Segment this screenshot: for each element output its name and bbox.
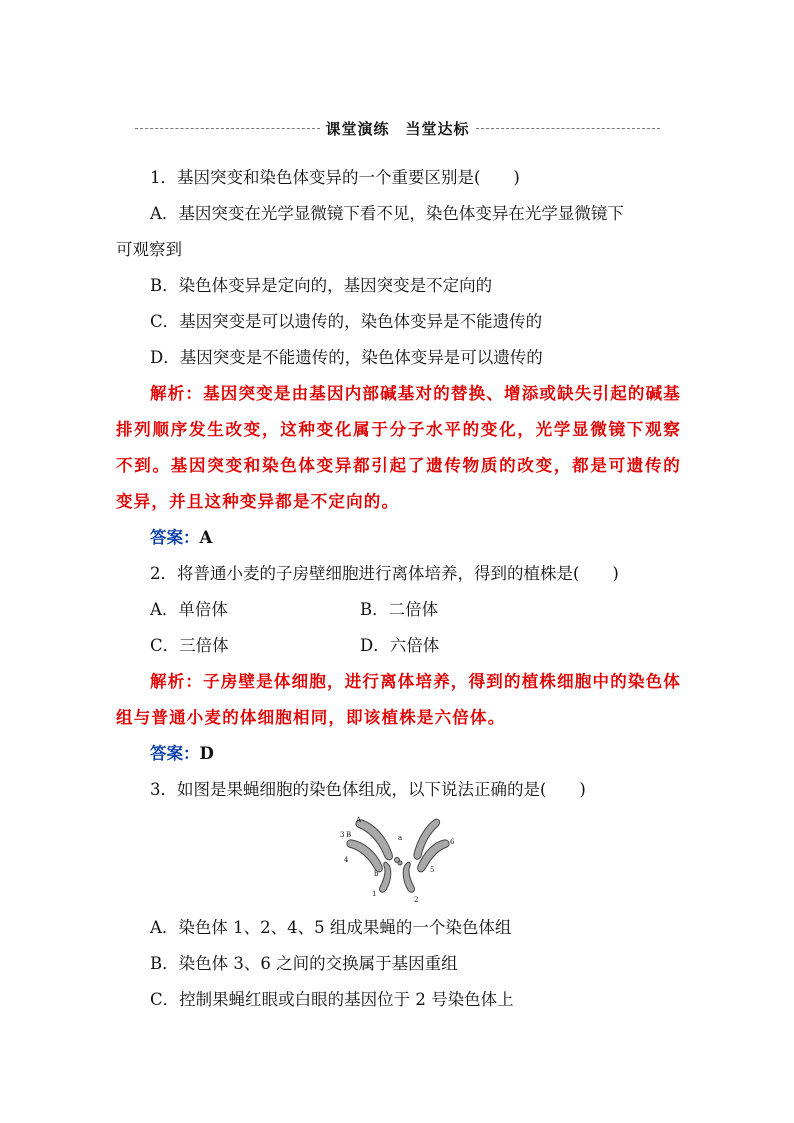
section-header [135, 116, 660, 140]
q1-analysis-text: 基因突变是由基因内部碱基对的替换、增添或缺失引起的碱基排列顺序发生改变，这种变化属于分子水平的变化，光学显微镜下观察不到。基因突变和染色体变异都引起了遗传物质的改变，都是可遗传的变异，并且这种变异都是不定向的。 [116, 384, 682, 511]
figure-label-6: 6 [449, 838, 454, 846]
q2-answer-value: D [199, 744, 214, 763]
q2-answer [116, 736, 681, 772]
q1-option-a-line2: 可观察到 [116, 240, 182, 259]
figure-label-3: 3 [339, 831, 344, 839]
chromosome-4 [343, 840, 382, 872]
q2-options-row1 [116, 592, 681, 628]
q2-answer-label: 答案： [150, 744, 200, 763]
q1-answer-value: A [199, 528, 213, 547]
figure-label-2: 2 [413, 896, 418, 904]
figure-label-b: b [373, 870, 378, 878]
q1-answer-label: 答案： [150, 528, 200, 547]
q1-option-c: C．基因突变是可以遗传的，染色体变异是不能遗传的 [150, 312, 543, 331]
q2-option-a: A．单倍体 [150, 600, 228, 619]
q2-analysis-label: 解析： [150, 672, 204, 691]
figure-label-4: 4 [343, 856, 348, 864]
chromosome-2 [403, 862, 414, 892]
figure-label-A: A [355, 816, 361, 824]
q2-stem: 2．将普通小麦的子房壁细胞进行离体培养，得到的植株是( ) [150, 564, 619, 583]
q2-option-b: B．二倍体 [360, 600, 439, 619]
figure-label-1: 1 [371, 890, 376, 898]
chromosome-figure [116, 810, 681, 906]
chromosome-dot-4b [398, 861, 402, 865]
section-title: 课堂演练 当堂达标 [325, 119, 470, 138]
figure-label-B: B [345, 831, 351, 839]
q2-option-c: C．三倍体 [150, 636, 229, 655]
chromosome-diagram [334, 810, 464, 906]
q2-option-d: D．六倍体 [360, 636, 440, 655]
q3-option-b: B．染色体 3、6 之间的交换属于基因重组 [150, 954, 458, 973]
q3-option-c: C．控制果蝇红眼或白眼的基因位于 2 号染色体上 [150, 990, 514, 1009]
q1-option-a-line1: A．基因突变在光学显微镜下看不见，染色体变异在光学显微镜下 [150, 204, 624, 223]
header-rule-right [476, 128, 661, 129]
q1-answer [116, 520, 681, 556]
q1-option-b: B．染色体变异是定向的，基因突变是不定向的 [150, 276, 493, 295]
q1-stem: 1．基因突变和染色体变异的一个重要区别是( ) [150, 168, 520, 187]
document-body [116, 160, 681, 1018]
figure-label-a: a [397, 834, 402, 842]
q1-option-d: D．基因突变是不能遗传的，染色体变异是可以遗传的 [150, 348, 543, 367]
header-rule-left [135, 128, 320, 129]
q1-analysis [116, 376, 681, 520]
q1-analysis-label: 解析： [150, 384, 204, 403]
q2-analysis-text: 子房壁是体细胞，进行离体培养，得到的植株细胞中的染色体组与普通小麦的体细胞相同，即该植株是六倍体。 [116, 672, 682, 727]
q3-stem: 3．如图是果蝇细胞的染色体组成，以下说法正确的是( ) [150, 780, 586, 799]
q2-analysis [116, 664, 681, 736]
q3-option-a: A．染色体 1、2、4、5 组成果蝇的一个染色体组 [150, 918, 512, 937]
q2-options-row2 [116, 628, 681, 664]
figure-label-5: 5 [429, 866, 434, 874]
